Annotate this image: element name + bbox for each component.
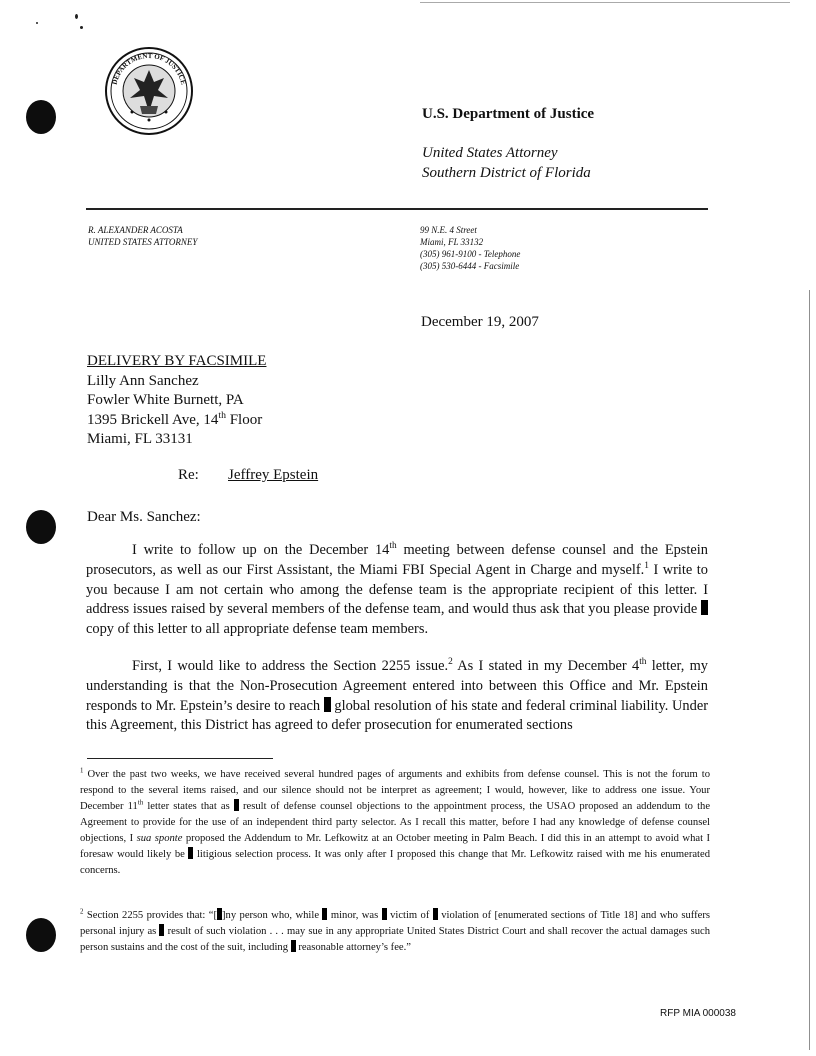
- recipient-name: Lilly Ann Sanchez: [87, 372, 199, 389]
- body-text: letter, my understanding is that the Non-Prosecution Agreement entered into between this Office and Mr. Epstein responds to Mr. Epstein’s desire to reach: [86, 658, 708, 714]
- address-fax: (305) 530-6444 - Facsimile: [420, 261, 520, 271]
- footnote-text: letter states that as: [143, 801, 234, 812]
- redaction-box: [701, 600, 708, 615]
- svg-text:DEPARTMENT OF JUSTICE: DEPARTMENT OF JUSTICE: [110, 51, 188, 86]
- street-sup: th: [218, 409, 226, 421]
- footnote-text: reasonable attorney’s fee.”: [295, 942, 411, 953]
- recipient-city: Miami, FL 33131: [87, 431, 193, 447]
- department-heading: U.S. Department of Justice: [422, 106, 595, 122]
- re-label: Re:: [178, 467, 199, 483]
- body-text: First, I would like to address the Section 2255 issue.: [132, 658, 449, 674]
- footnote-italic: sua sponte: [136, 833, 183, 844]
- hole-punch-bottom: [26, 918, 56, 952]
- bates-number: RFP MIA 000038: [660, 1008, 736, 1019]
- footnote-2: [80, 908, 710, 956]
- sender-block: [88, 224, 197, 248]
- delivery-method: DELIVERY BY FACSIMILE: [87, 353, 267, 369]
- body-text: copy of this letter to all appropriate defense team members.: [86, 621, 429, 638]
- footnote-text: result of defense counsel objections to the appointment process, the USAO proposed an addendum to the Agreement to provide for the use of an independent third party selector. As I recall this matter, before I had any knowledge of defense counsel objections, I: [80, 801, 711, 844]
- footnote-text: minor, was: [327, 910, 382, 921]
- footnote-ref: 1: [644, 561, 649, 571]
- recipient-firm: Fowler White Burnett, PA: [87, 392, 244, 408]
- footnote-text: Section 2255 provides that: “[: [83, 910, 217, 921]
- scan-edge-line: [809, 290, 810, 1050]
- hole-punch-middle: [26, 510, 56, 544]
- scan-speck: [75, 14, 78, 19]
- body-text: global resolution of his state and federal criminal liability. Under this Agreement, this District has agreed to defer prosecution for enumerated sections: [86, 697, 708, 734]
- doj-seal-icon: [104, 46, 194, 136]
- office-block: [422, 143, 591, 183]
- footnote-number: 1: [80, 767, 84, 775]
- hole-punch-top: [26, 100, 56, 134]
- footnote-number: 2: [80, 908, 84, 916]
- footnote-text: result of such violation . . . may sue in any appropriate United States District Court and shall recover the actual damages such person sustains and the cost of the suit, including: [80, 926, 711, 953]
- scan-speck: [80, 26, 83, 29]
- recipient-street: [87, 411, 266, 431]
- body-sup: th: [639, 657, 647, 668]
- redaction-box: [324, 697, 331, 712]
- footnote-rule: [87, 758, 273, 759]
- address-phone: (305) 961-9100 - Telephone: [420, 249, 521, 259]
- recipient-block: [87, 352, 266, 450]
- office-line: United States Attorney: [422, 145, 558, 161]
- footnote-text: proposed the Addendum to Mr. Lefkowitz at an October meeting in Palm Beach. I did this in an attempt to avoid what I foresaw would likely be: [80, 833, 710, 860]
- scan-top-line: [420, 2, 790, 3]
- street-text: 1395 Brickell Ave, 14: [87, 411, 219, 428]
- sender-name: R. ALEXANDER ACOSTA: [88, 225, 183, 235]
- street-text: Floor: [225, 411, 263, 428]
- footnote-1: [80, 767, 710, 879]
- letter-date: December 19, 2007: [421, 314, 539, 330]
- footnote-text: violation of [enumerated sections of Title 18] and who suffers personal injury as: [80, 910, 711, 937]
- office-address-block: [420, 224, 520, 272]
- address-line: Miami, FL 33132: [420, 237, 484, 247]
- letterhead-rule: [86, 208, 708, 210]
- body-sup: th: [389, 541, 397, 552]
- footnote-text: Over the past two weeks, we have received several hundred pages of arguments and exhibits from defense counsel. This is not the forum to respond to the several items raised, and our silence should not be interpret as agreement; I would, however, like to address one issue. Your December 11: [80, 769, 710, 812]
- footnote-text: ]ny person who, while: [222, 910, 323, 921]
- body-text: As I stated in my December 4: [452, 658, 640, 674]
- re-subject: Jeffrey Epstein: [228, 467, 319, 483]
- sender-title: UNITED STATES ATTORNEY: [88, 237, 198, 247]
- re-line: [178, 467, 318, 484]
- office-line: Southern District of Florida: [422, 165, 591, 181]
- salutation: Dear Ms. Sanchez:: [87, 509, 201, 525]
- body-text: I write to follow up on the December 14: [132, 542, 390, 558]
- body-text: meeting between defense counsel and the Epstein prosecutors, as well as our First Assistant, the Miami FBI Special Agent in Charge and myself.: [86, 542, 708, 578]
- body-paragraph-2: [86, 657, 708, 736]
- footnote-text: victim of: [386, 910, 433, 921]
- footnote-ref: 2: [448, 657, 453, 668]
- scan-speck: [36, 22, 38, 24]
- footnote-sup: th: [137, 799, 144, 807]
- footnote-text: litigious selection process. It was only after I proposed this change that Mr. Lefkowitz raised with me his enumerated concerns.: [80, 849, 710, 876]
- body-paragraph-1: [86, 541, 708, 640]
- address-line: 99 N.E. 4 Street: [420, 225, 477, 235]
- body-text: I write to you because I am not certain who among the defense team is the appropriate recipient of this letter. I address issues raised by several members of the defense team, and would thus ask that you please provide: [86, 561, 708, 618]
